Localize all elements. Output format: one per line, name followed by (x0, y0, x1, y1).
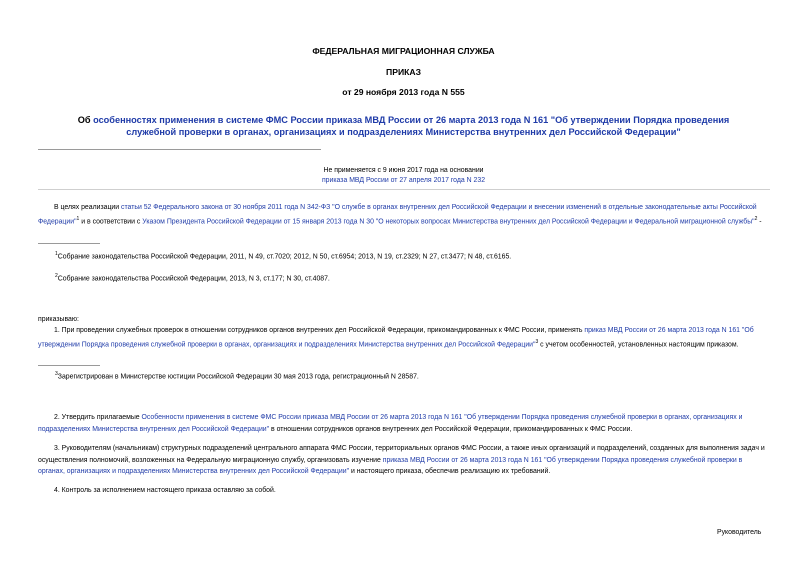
agency-heading: ФЕДЕРАЛЬНАЯ МИГРАЦИОННАЯ СЛУЖБА (312, 46, 495, 56)
law-342-link[interactable]: статьи 52 Федерального закона от 30 ноября 2011 года N 342-ФЗ "О службе в органах внутренних дел Российской Федерации и внесении изменений в отдельные законодательные акты Российской Федерации" (38, 204, 757, 225)
order-161-link[interactable]: приказа МВД России от 26 марта 2013 года N 161 "Об утверждении Порядка проведения служебной проверки в органах, организациях и подразделениях Министерства внутренних дел Российской Федерации" (38, 456, 743, 475)
doc-type-heading: ПРИКАЗ (386, 67, 421, 77)
footnote-ref[interactable]: 3 (535, 338, 539, 345)
footnote-text: Собрание законодательства Российской Федерации, 2011, N 49, ст.7020; 2012, N 50, ст.6954; 2013, N 19, ст.2329; N 27, ст.3477; N 48, ст.6165. (57, 253, 512, 261)
footnote-mark: 2 (55, 273, 58, 279)
footnote-1 (55, 249, 770, 263)
divider (38, 189, 770, 190)
footnote-text: Собрание законодательства Российской Федерации, 2013, N 3, ст.177; N 30, ст.4087. (57, 275, 330, 283)
item-text: 3. Руководителям (начальникам) структурных подразделений центрального аппарата ФМС России, территориальных органов ФМС России, а также иных организаций и подразделений, созданных для выполнения задач и осуществления полномочий, возложенных на Федеральную миграционную службу, организовать изучение (38, 445, 765, 464)
title-link[interactable]: особенностях применения в системе ФМС России приказа МВД России от 26 марта 2013 года N 161 "Об утверждении Порядка проведения служебной проверки в органах, организациях и подразделениях Министерства внутренних дел Российской Федерации" (93, 115, 730, 137)
item-2 (38, 412, 770, 435)
item-1 (38, 325, 770, 350)
item-3 (38, 443, 770, 478)
footnote-ref[interactable]: 1 (76, 215, 80, 222)
preamble-paragraph (38, 202, 770, 227)
preamble-text: - (757, 217, 762, 225)
footnote-3 (55, 369, 770, 383)
footnote-2 (55, 271, 770, 285)
item-text: в отношении сотрудников органов внутренних дел Российской Федерации, прикомандированных к ФМС России. (269, 425, 633, 433)
status-line: Не применяется с 9 июня 2017 года на основании (323, 167, 484, 174)
preamble-text: и в соответствии с (79, 217, 143, 225)
footnote-divider (38, 365, 100, 366)
divider (38, 149, 321, 150)
status-note (0, 166, 807, 186)
footnote-mark: 3 (55, 371, 58, 377)
footnote-ref[interactable]: 2 (754, 215, 758, 222)
footnote-divider (38, 243, 100, 244)
features-link[interactable]: Особенности применения в системе ФМС России приказа МВД России от 26 марта 2013 года N 161 "Об утверждении Порядка проведения служебной проверки в органах, организациях и подразделениях Министерства внутренних дел Российской Федерации" (38, 414, 743, 433)
item-text: 1. При проведении служебных проверок в отношении сотрудников органов внутренних дел Российской Федерации, прикомандированных к ФМС России, применять (54, 327, 585, 334)
signature: Руководитель (717, 529, 762, 536)
item-text: 2. Утвердить прилагаемые (54, 414, 142, 421)
footnote-mark: 1 (55, 251, 58, 257)
item-text: с учетом особенностей, установленных настоящим приказом. (538, 340, 739, 348)
preamble-text: В целях реализации (54, 204, 122, 211)
item-4: 4. Контроль за исполнением настоящего приказа оставляю за собой. (54, 487, 276, 494)
doc-date: от 29 ноября 2013 года N 555 (342, 87, 465, 97)
title-prefix: Об (77, 115, 94, 125)
document-title (70, 114, 737, 138)
decree-30-link[interactable]: Указом Президента Российской Федерации от 15 января 2013 года N 30 "О некоторых вопросах Министерства внутренних дел Российской Федерации и Федеральной миграционной службы" (142, 217, 755, 225)
footnote-text: Зарегистрирован в Министерстве юстиции Российской Федерации 30 мая 2013 года, регистрационный N 28587. (57, 373, 419, 381)
status-link[interactable]: приказа МВД России от 27 апреля 2017 года N 232 (321, 177, 486, 184)
order-word: приказываю: (38, 316, 79, 323)
item-text: и настоящего приказа, обеспечив реализацию их требований. (349, 468, 551, 475)
order-161-link[interactable]: приказ МВД России от 26 марта 2013 года N 161 "Об утверждении Порядка проведения служебной проверки в органах, организациях и подразделениях Министерства внутренних дел Российской Федерации" (38, 327, 754, 348)
